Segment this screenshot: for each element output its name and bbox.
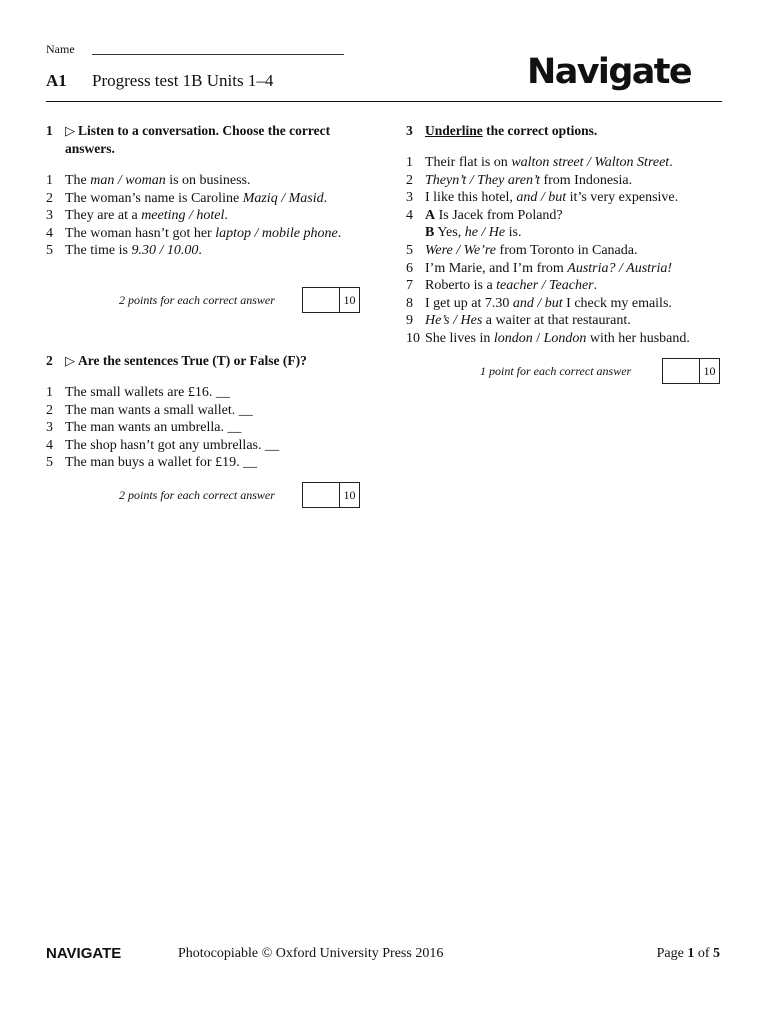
list-item: 1 Their flat is on walton street / Walton Street. <box>406 155 673 170</box>
list-item: 3 The man wants an umbrella. __ <box>46 420 242 436</box>
list-item: 5 Were / We’re from Toronto in Canada. <box>406 242 638 258</box>
q1-heading <box>46 122 366 162</box>
list-item: 10 She lives in london / London with her husband. <box>406 330 690 346</box>
list-item: 9 He’s / Hes a waiter at that restaurant. <box>406 313 631 329</box>
list-item: 7 Roberto is a teacher / Teacher. <box>406 278 598 294</box>
list-item: 3 I like this hotel, and / but it’s very expensive. <box>406 190 679 206</box>
list-item: 2 Theyn’t / They aren’t from Indonesia. <box>406 172 633 188</box>
navigate-logo: Navigate <box>527 52 692 92</box>
q3-heading <box>406 122 726 142</box>
list-item: 1 The small wallets are £16. __ <box>46 385 230 400</box>
q3-items <box>406 154 726 348</box>
q3-instruction: the correct options. <box>482 123 598 138</box>
q1-score-box[interactable] <box>302 287 360 313</box>
list-item: 4 The shop hasn’t got any umbrellas. __ <box>46 437 279 453</box>
list-item: 3 They are at a meeting / hotel. <box>46 208 228 224</box>
list-item: B Yes, he / He is. <box>425 225 522 241</box>
page-title: Progress test 1B Units 1–4 <box>92 71 274 90</box>
q2-points-text: 2 points for each correct answer <box>119 488 275 502</box>
page-number: Page 1 of 5 <box>656 946 720 961</box>
q3-points-text: 1 point for each correct answer <box>480 364 632 378</box>
q2-number: 2 <box>46 353 53 368</box>
header-divider <box>46 101 722 102</box>
footer-brand: NAVIGATE <box>46 945 122 962</box>
list-item: 4 A Is Jacek from Poland? <box>406 207 563 223</box>
q3-instruction-underlined: Underline <box>425 123 483 138</box>
footer-copyright: Photocopiable © Oxford University Press 2016 <box>178 946 444 961</box>
name-label: Name <box>46 42 75 56</box>
name-blank-line <box>92 54 344 55</box>
q2-items <box>46 384 376 472</box>
q3-score-box[interactable] <box>662 358 720 384</box>
q2-max-score: 10 <box>343 488 356 502</box>
q2-score-box[interactable] <box>302 482 360 508</box>
q1-items <box>46 172 376 260</box>
play-triangle-icon: ▷ <box>65 123 75 138</box>
q1-points-text: 2 points for each correct answer <box>119 293 275 307</box>
list-item: 2 The man wants a small wallet. __ <box>46 402 253 418</box>
play-triangle-icon: ▷ <box>65 353 75 368</box>
list-item: 5 The time is 9.30 / 10.00. <box>46 243 202 259</box>
q2-instruction: Are the sentences True (T) or False (F)? <box>78 353 307 368</box>
list-item: 5 The man buys a wallet for £19. __ <box>46 455 258 471</box>
q3-number: 3 <box>406 123 413 138</box>
q2-heading <box>46 352 366 372</box>
list-item: 6 I’m Marie, and I’m from Austria? / Austria! <box>406 260 673 276</box>
list-item: 2 The woman’s name is Caroline Maziq / Masid. <box>46 190 328 206</box>
q1-number: 1 <box>46 123 53 138</box>
list-item: 1 The man / woman is on business. <box>46 173 251 188</box>
level-label: A1 <box>46 71 67 90</box>
q1-instruction: Listen to a conversation. Choose the correct answers. <box>65 123 331 156</box>
list-item: 8 I get up at 7.30 and / but I check my emails. <box>406 295 672 311</box>
q1-max-score: 10 <box>343 293 356 307</box>
q3-max-score: 10 <box>703 364 716 378</box>
list-item: 4 The woman hasn’t got her laptop / mobile phone. <box>46 225 342 241</box>
